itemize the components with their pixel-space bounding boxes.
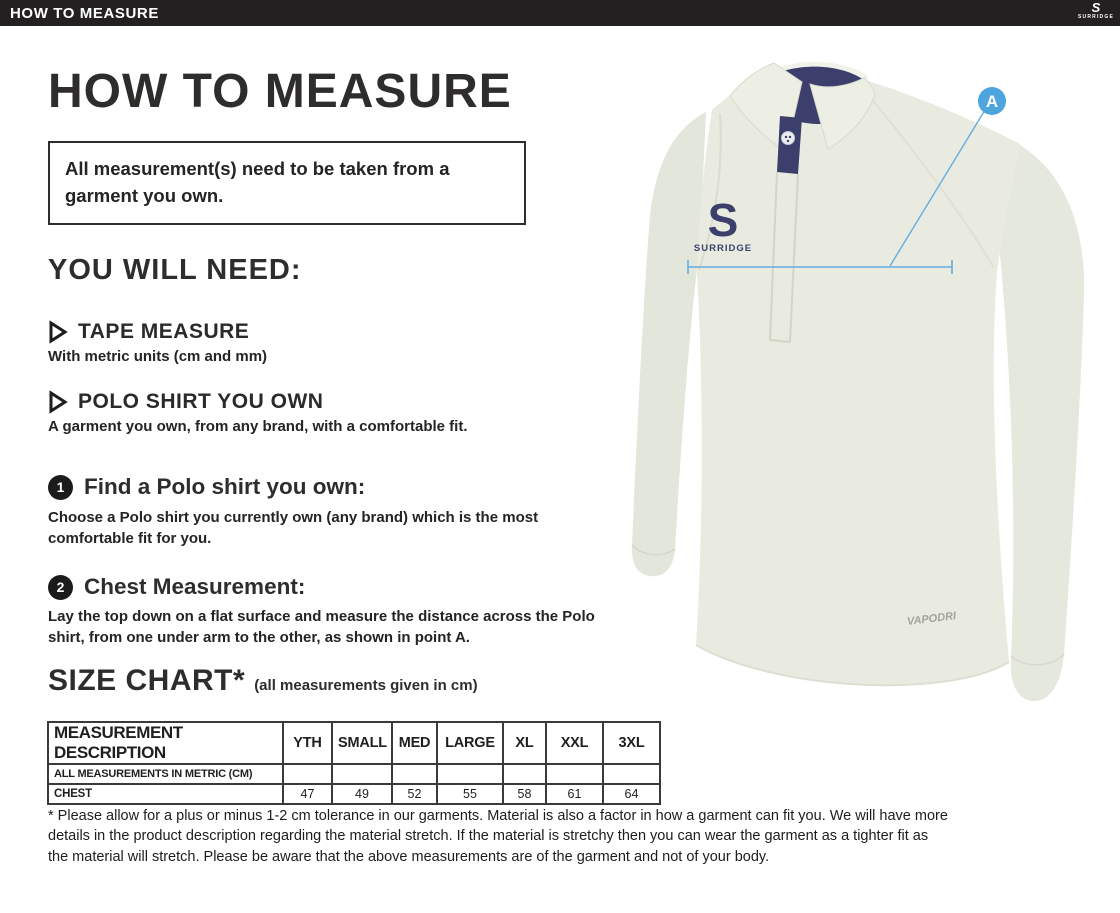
cell-value bbox=[503, 764, 546, 784]
triangle-bullet-icon bbox=[48, 320, 68, 344]
table-row-chest bbox=[48, 784, 660, 804]
step-1-title: Find a Polo shirt you own: bbox=[84, 474, 366, 499]
cell-value: 55 bbox=[437, 784, 503, 804]
shirt-body bbox=[693, 72, 1020, 685]
column-header-small: SMALL bbox=[332, 722, 392, 764]
cell-value: 58 bbox=[503, 784, 546, 804]
column-header-yth: YTH bbox=[283, 722, 332, 764]
button-hole bbox=[789, 136, 791, 138]
cell-value: 52 bbox=[392, 784, 437, 804]
step-1-number-badge: 1 bbox=[48, 475, 73, 500]
surridge-logo-text: SURRIDGE bbox=[1078, 14, 1114, 20]
column-header-large: LARGE bbox=[437, 722, 503, 764]
step-2-description: Lay the top down on a flat surface and measure the distance across the Polo shirt, from one under arm to the other, as shown in point A. bbox=[48, 608, 595, 647]
cell-value: 61 bbox=[546, 784, 603, 804]
page-title: HOW TO MEASURE bbox=[48, 65, 512, 118]
placket-button bbox=[782, 132, 795, 145]
shirt-left-sleeve bbox=[632, 112, 706, 576]
need-item-label: TAPE MEASURE bbox=[78, 320, 250, 343]
shirt-right-sleeve bbox=[999, 142, 1084, 701]
chest-logo-text: SURRIDGE bbox=[693, 243, 753, 254]
column-header-xl: XL bbox=[503, 722, 546, 764]
size-chart-heading bbox=[48, 664, 478, 698]
need-item-label: POLO SHIRT YOU OWN bbox=[78, 390, 324, 413]
polo-shirt-image bbox=[620, 50, 1120, 720]
column-header-3xl: 3XL bbox=[603, 722, 660, 764]
surridge-s-icon: S bbox=[1091, 0, 1101, 15]
tolerance-footnote: * Please allow for a plus or minus 1-2 cm tolerance in our garments. Material is also a factor in how a garment can fit you. We will have more details in the product description regarding the material stretch. If the material is stretchy then you can wear the garment as a tighter fit as the material will stretch. Please be aware that the above measurements are of the garment and not of your body. bbox=[48, 808, 948, 865]
step-2-number-badge: 2 bbox=[48, 575, 73, 600]
step-2-title: Chest Measurement: bbox=[84, 574, 306, 599]
chest-logo-s-icon: S bbox=[707, 194, 739, 246]
size-chart-table bbox=[47, 721, 661, 805]
size-chart-subtitle: (all measurements given in cm) bbox=[254, 677, 478, 694]
cell-value: 49 bbox=[332, 784, 392, 804]
triangle-bullet-icon bbox=[48, 390, 68, 414]
measurement-note-box: All measurement(s) need to be taken from a garment you own. bbox=[48, 141, 526, 225]
top-bar bbox=[0, 0, 1120, 26]
cell-value: 64 bbox=[603, 784, 660, 804]
cell-value bbox=[603, 764, 660, 784]
cell-value bbox=[437, 764, 503, 784]
placket-navy-top bbox=[777, 116, 802, 174]
polo-shirt-illustration bbox=[620, 50, 1120, 720]
step-1-description: Choose a Polo shirt you currently own (any brand) which is the most comfortable fit for you. bbox=[48, 509, 539, 548]
table-row-metric bbox=[48, 764, 660, 784]
cell-value bbox=[546, 764, 603, 784]
need-item-tape-measure bbox=[48, 320, 249, 344]
column-header-xxl: XXL bbox=[546, 722, 603, 764]
need-item-polo-shirt bbox=[48, 390, 323, 414]
column-header-measurement-description: MEASUREMENT DESCRIPTION bbox=[48, 722, 283, 764]
point-a-label: A bbox=[985, 92, 999, 111]
cell-value: 47 bbox=[283, 784, 332, 804]
need-item-description: With metric units (cm and mm) bbox=[48, 348, 268, 365]
row-label: ALL MEASUREMENTS IN METRIC (CM) bbox=[48, 764, 283, 784]
size-chart-title: SIZE CHART* bbox=[48, 664, 246, 697]
row-label: CHEST bbox=[48, 784, 283, 804]
step-2 bbox=[48, 574, 305, 600]
step-1 bbox=[48, 474, 365, 500]
table-header-row bbox=[48, 722, 660, 764]
cell-value bbox=[332, 764, 392, 784]
button-hole bbox=[787, 140, 789, 142]
cell-value bbox=[392, 764, 437, 784]
top-bar-title: HOW TO MEASURE bbox=[10, 4, 159, 22]
cell-value bbox=[283, 764, 332, 784]
you-will-need-heading: YOU WILL NEED: bbox=[48, 254, 302, 286]
surridge-logo bbox=[1078, 1, 1114, 20]
need-item-description: A garment you own, from any brand, with a comfortable fit. bbox=[48, 418, 468, 435]
button-hole bbox=[785, 136, 787, 138]
vapodri-logo-text: VAPODRI bbox=[906, 610, 957, 628]
column-header-med: MED bbox=[392, 722, 437, 764]
